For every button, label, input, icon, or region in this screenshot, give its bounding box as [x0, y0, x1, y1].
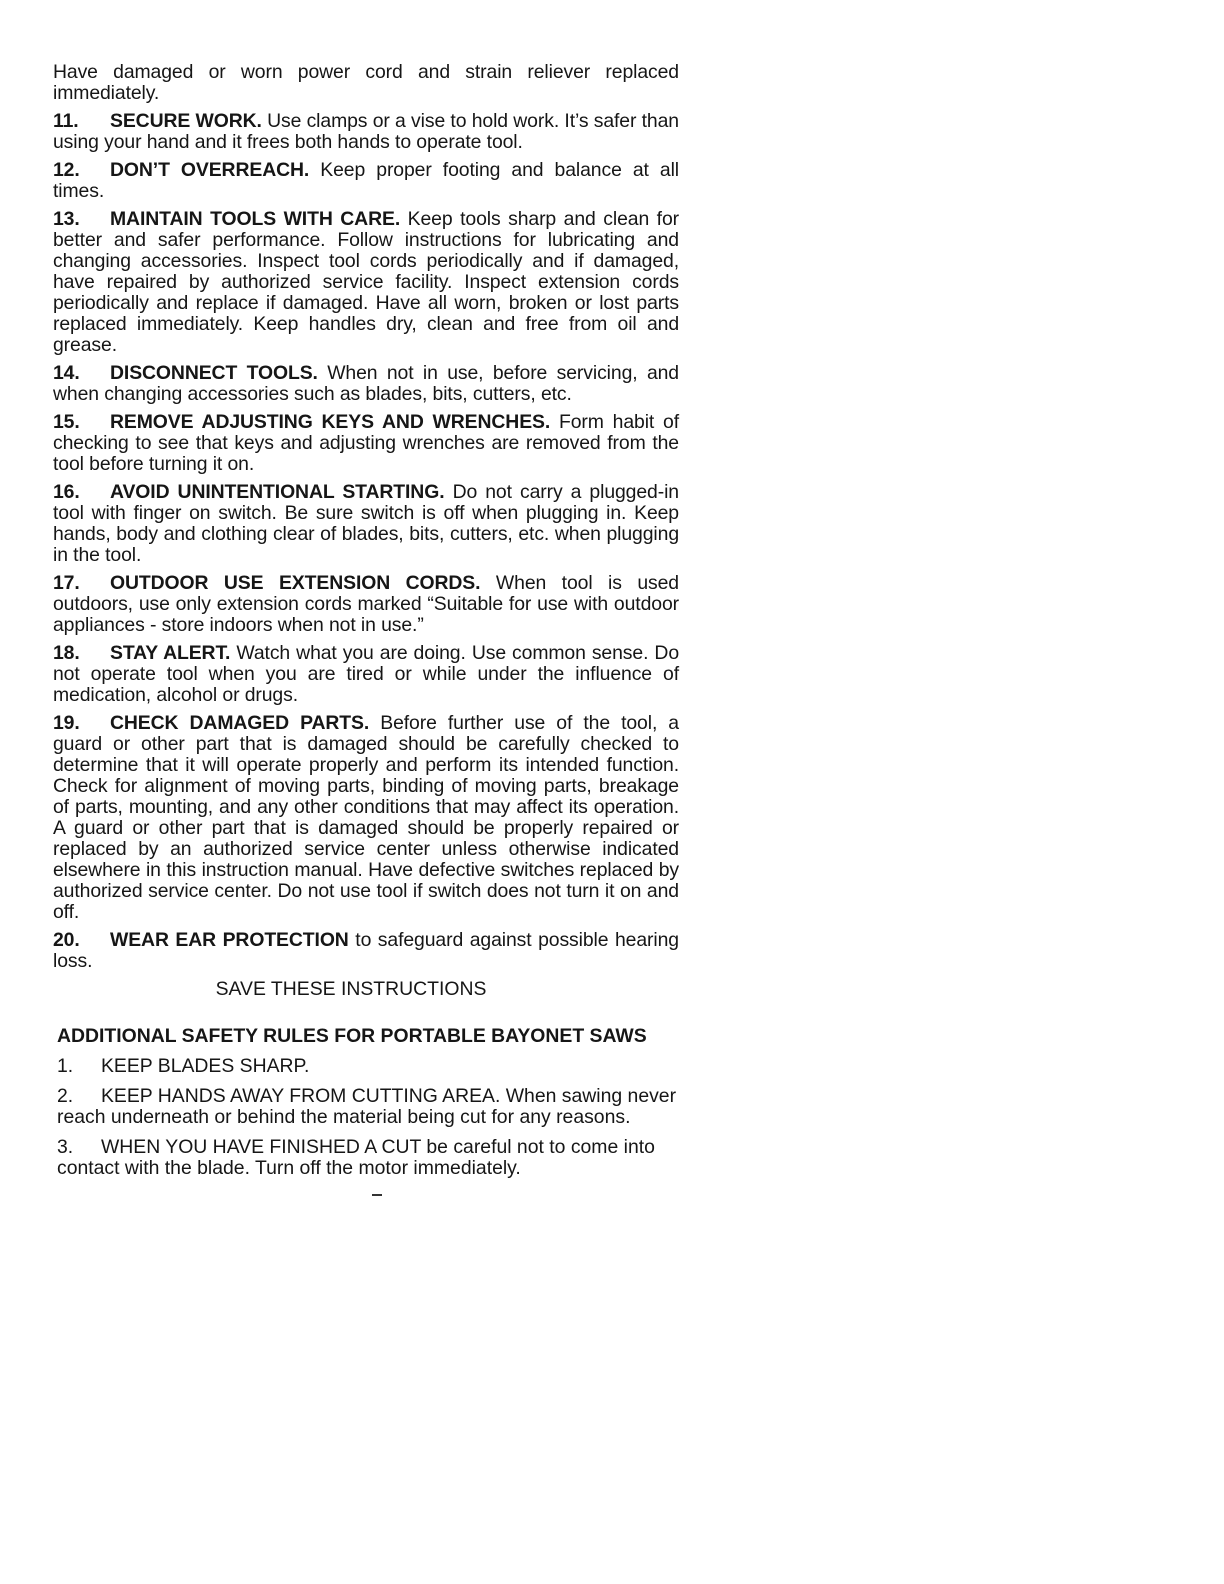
rule-heading: STAY ALERT.	[110, 642, 231, 664]
rule-16	[53, 482, 679, 566]
rule-19	[53, 713, 679, 923]
rule-text: Use clamps or a vise to hold work. It’s safer than using your hand and it frees both hands to operate tool.	[53, 110, 679, 153]
rule-number: 11.	[53, 110, 79, 132]
rule-20	[53, 930, 679, 972]
rule-number: 16.	[53, 481, 80, 503]
page-mark	[372, 1194, 382, 1196]
rule-number: 17.	[53, 572, 80, 594]
additional-rule-3	[57, 1137, 679, 1179]
rule-heading: REMOVE ADJUSTING KEYS AND WRENCHES.	[110, 411, 551, 433]
additional-rule-number: 2.	[57, 1085, 74, 1107]
additional-rule-text: WHEN YOU HAVE FINISHED A CUT be careful not to come into contact with the blade. Turn off the motor immediately.	[57, 1136, 655, 1179]
rule-heading: DISCONNECT TOOLS.	[110, 362, 318, 384]
save-instructions-notice: SAVE THESE INSTRUCTIONS	[215, 978, 487, 1000]
additional-rule-number: 3.	[57, 1136, 74, 1158]
rule-number: 13.	[53, 208, 80, 230]
rule-text: Keep proper footing and balance at all times.	[53, 159, 679, 202]
intro-paragraph: Have damaged or worn power cord and strain reliever replaced immediately.	[53, 61, 679, 104]
rule-heading: DON’T OVERREACH.	[110, 159, 310, 181]
rule-15	[53, 412, 679, 475]
rule-text: Keep tools sharp and clean for better and safer performance. Follow instructions for lubricating and changing accessories. Inspect tool cords periodically and if damaged, have repaired by authorized service facility. Inspect extension cords periodically and replace if damaged. Have all worn, broken or lost parts replaced immediately. Keep handles dry, clean and free from oil and grease.	[53, 208, 680, 356]
rule-heading: CHECK DAMAGED PARTS.	[110, 712, 370, 734]
document-page	[53, 62, 679, 1188]
rule-text: When not in use, before servicing, and when changing accessories such as blades, bits, cutters, etc.	[53, 362, 679, 405]
rule-number: 20.	[53, 929, 80, 951]
rule-14	[53, 363, 679, 405]
rule-text: Watch what you are doing. Use common sense. Do not operate tool when you are tired or while under the influence of medication, alcohol or drugs.	[53, 642, 680, 706]
rule-text: Form habit of checking to see that keys and adjusting wrenches are removed from the tool before turning it on.	[53, 411, 679, 475]
rule-text: Before further use of the tool, a guard or other part that is damaged should be carefully checked to determine that it will operate properly and perform its intended function. Check for alignment of moving parts, binding of moving parts, breakage of parts, mounting, and any other conditions that may affect its operation. A guard or other part that is damaged should be properly repaired or replaced by an authorized service center unless otherwise indicated elsewhere in this instruction manual. Have defective switches replaced by authorized service center. Do not use tool if switch does not turn it on and off.	[53, 712, 679, 923]
additional-rule-text: KEEP BLADES SHARP.	[101, 1055, 310, 1077]
additional-rule-1	[57, 1056, 679, 1077]
rule-17	[53, 573, 679, 636]
rule-11	[53, 111, 679, 153]
rule-12	[53, 160, 679, 202]
rule-number: 14.	[53, 362, 80, 384]
additional-rule-text: KEEP HANDS AWAY FROM CUTTING AREA. When sawing never reach underneath or behind the material being cut for any reasons.	[57, 1085, 677, 1128]
rule-heading: WEAR EAR PROTECTION	[110, 929, 349, 951]
rule-text: Do not carry a plugged-in tool with finger on switch. Be sure switch is off when plugging in. Keep hands, body and clothing clear of blades, bits, cutters, etc. when plugging in the tool.	[53, 481, 679, 566]
rule-number: 12.	[53, 159, 80, 181]
rule-number: 15.	[53, 411, 80, 433]
additional-rule-2	[57, 1086, 679, 1128]
rule-number: 18.	[53, 642, 80, 664]
rule-text: When tool is used outdoors, use only extension cords marked “Suitable for use with outdoor appliances - store indoors when not in use.”	[53, 572, 679, 636]
rule-13	[53, 209, 679, 356]
rule-text: to safeguard against possible hearing loss.	[53, 929, 679, 972]
rule-number: 19.	[53, 712, 80, 734]
rule-heading: SECURE WORK.	[110, 110, 262, 132]
rule-heading: OUTDOOR USE EXTENSION CORDS.	[110, 572, 481, 594]
additional-rules-title: ADDITIONAL SAFETY RULES FOR PORTABLE BAYONET SAWS	[57, 1025, 647, 1047]
rule-heading: MAINTAIN TOOLS WITH CARE.	[110, 208, 401, 230]
rule-18	[53, 643, 679, 706]
rule-heading: AVOID UNINTENTIONAL STARTING.	[110, 481, 445, 503]
additional-rule-number: 1.	[57, 1055, 74, 1077]
